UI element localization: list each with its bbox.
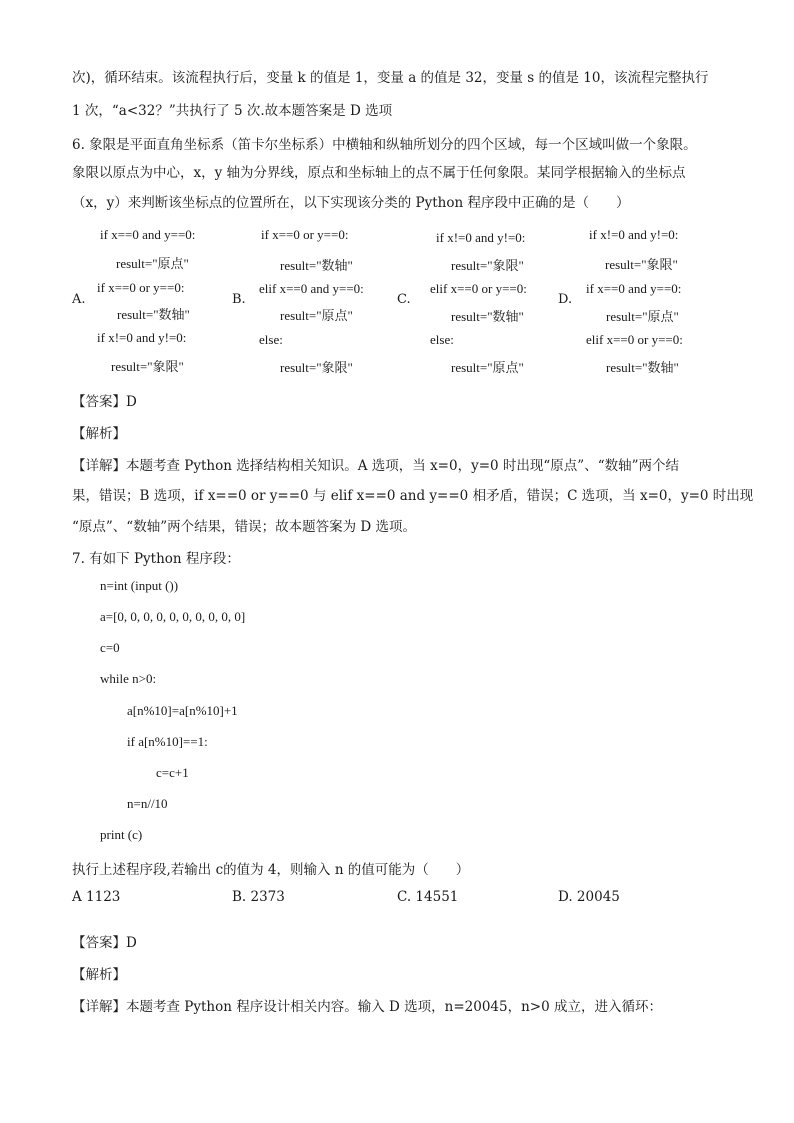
option-b-line-5: else: (259, 332, 283, 347)
option-d-line-6: result="数轴" (606, 360, 679, 375)
intro-line-1: 次)，循环结束。该流程执行后，变量 k 的值是 1，变量 a 的值是 32，变量 s 的值是 10，该流程完整执行 (72, 70, 709, 86)
code-line: print (c) (100, 827, 143, 842)
option-a-line-6: result="象限" (111, 359, 184, 374)
option-c-line-3: elif x==0 or y==0: (430, 281, 527, 296)
option-b-line-1: if x==0 or y==0: (261, 227, 349, 242)
code-line: c=0 (100, 640, 120, 655)
code-line: c=c+1 (156, 765, 189, 780)
q6-analysis-heading: 【解析】 (72, 426, 126, 442)
option-a-line-4: result="数轴" (117, 307, 190, 322)
option-b-label: B. (232, 292, 246, 307)
code-line: while n>0: (100, 671, 157, 686)
option-c-line-5: else: (430, 332, 454, 347)
option-a-line-1: if x==0 and y==0: (100, 227, 196, 242)
option-d-label: D. (558, 292, 573, 307)
option-c-line-4: result="数轴" (451, 309, 524, 324)
intro-line-2: 1 次，“a<32？”共执行了 5 次.故本题答案是 D 选项 (72, 103, 393, 119)
option-c-line-1: if x!=0 and y!=0: (436, 230, 526, 245)
q6-detail-line-1: 【详解】本题考查 Python 选择结构相关知识。A 选项，当 x=0，y=0 时出现“原点”、“数轴”两个结 (72, 458, 680, 474)
code-line: if a[n%10]==1: (127, 734, 208, 749)
option-b-line-4: result="原点" (280, 308, 353, 323)
q7-option-c[interactable]: C. 14551 (397, 889, 459, 905)
q7-question: 执行上述程序段,若输出 c的值为 4，则输入 n 的值可能为（ ） (72, 862, 470, 878)
option-d-line-1: if x!=0 and y!=0: (589, 227, 679, 242)
q7-option-a[interactable]: A 1123 (72, 889, 121, 905)
q6-detail-line-2: 果，错误；B 选项，if x==0 or y==0 与 elif x==0 and y==0 相矛盾，错误；C 选项，当 x=0，y=0 时出现 (72, 488, 754, 504)
q7-answer: 【答案】D (72, 935, 137, 951)
q7-stem: 7. 有如下 Python 程序段： (72, 551, 240, 567)
q6-stem-line-1: 6. 象限是平面直角坐标系（笛卡尔坐标系）中横轴和纵轴所划分的四个区域，每一个区域叫做一个象限。 (72, 137, 697, 153)
option-c-line-6: result="原点" (451, 360, 524, 375)
option-b-line-6: result="象限" (280, 360, 353, 375)
q6-stem-line-3: （x，y）来判断该坐标点的位置所在，以下实现该分类的 Python 程序段中正确的是（ ） (72, 195, 630, 211)
q7-option-b[interactable]: B. 2373 (232, 889, 285, 905)
option-b-line-2: result="数轴" (280, 258, 353, 273)
q7-option-d[interactable]: D. 20045 (558, 889, 620, 905)
option-c-label: C. (397, 292, 411, 307)
q7-detail: 【详解】本题考查 Python 程序设计相关内容。输入 D 选项，n=20045，n>0 成立，进入循环： (72, 999, 662, 1015)
option-d-line-5: elif x==0 or y==0: (586, 332, 683, 347)
option-c-line-2: result="象限" (451, 258, 524, 273)
option-d-line-4: result="原点" (606, 309, 679, 324)
option-a-line-5: if x!=0 and y!=0: (97, 330, 187, 345)
option-d-line-3: if x==0 and y==0: (586, 281, 682, 296)
option-a-line-3: if x==0 or y==0: (97, 280, 185, 295)
q6-stem-line-2: 象限以原点为中心，x，y 轴为分界线，原点和坐标轴上的点不属于任何象限。某同学根据输入的坐标点 (72, 165, 686, 181)
option-a-label: A. (72, 292, 86, 307)
code-line: n=int (input ()) (100, 578, 179, 593)
option-a-line-2: result="原点" (116, 256, 189, 271)
code-line: a[n%10]=a[n%10]+1 (127, 703, 238, 718)
code-line: n=n//10 (127, 796, 168, 811)
q6-detail-line-3: “原点”、“数轴”两个结果，错误；故本题答案为 D 选项。 (72, 519, 417, 535)
option-b-line-3: elif x==0 and y==0: (259, 281, 364, 296)
q7-analysis-heading: 【解析】 (72, 967, 126, 983)
option-d-line-2: result="象限" (605, 257, 678, 272)
q6-answer: 【答案】D (72, 394, 137, 410)
code-line: a=[0, 0, 0, 0, 0, 0, 0, 0, 0, 0] (100, 609, 246, 624)
